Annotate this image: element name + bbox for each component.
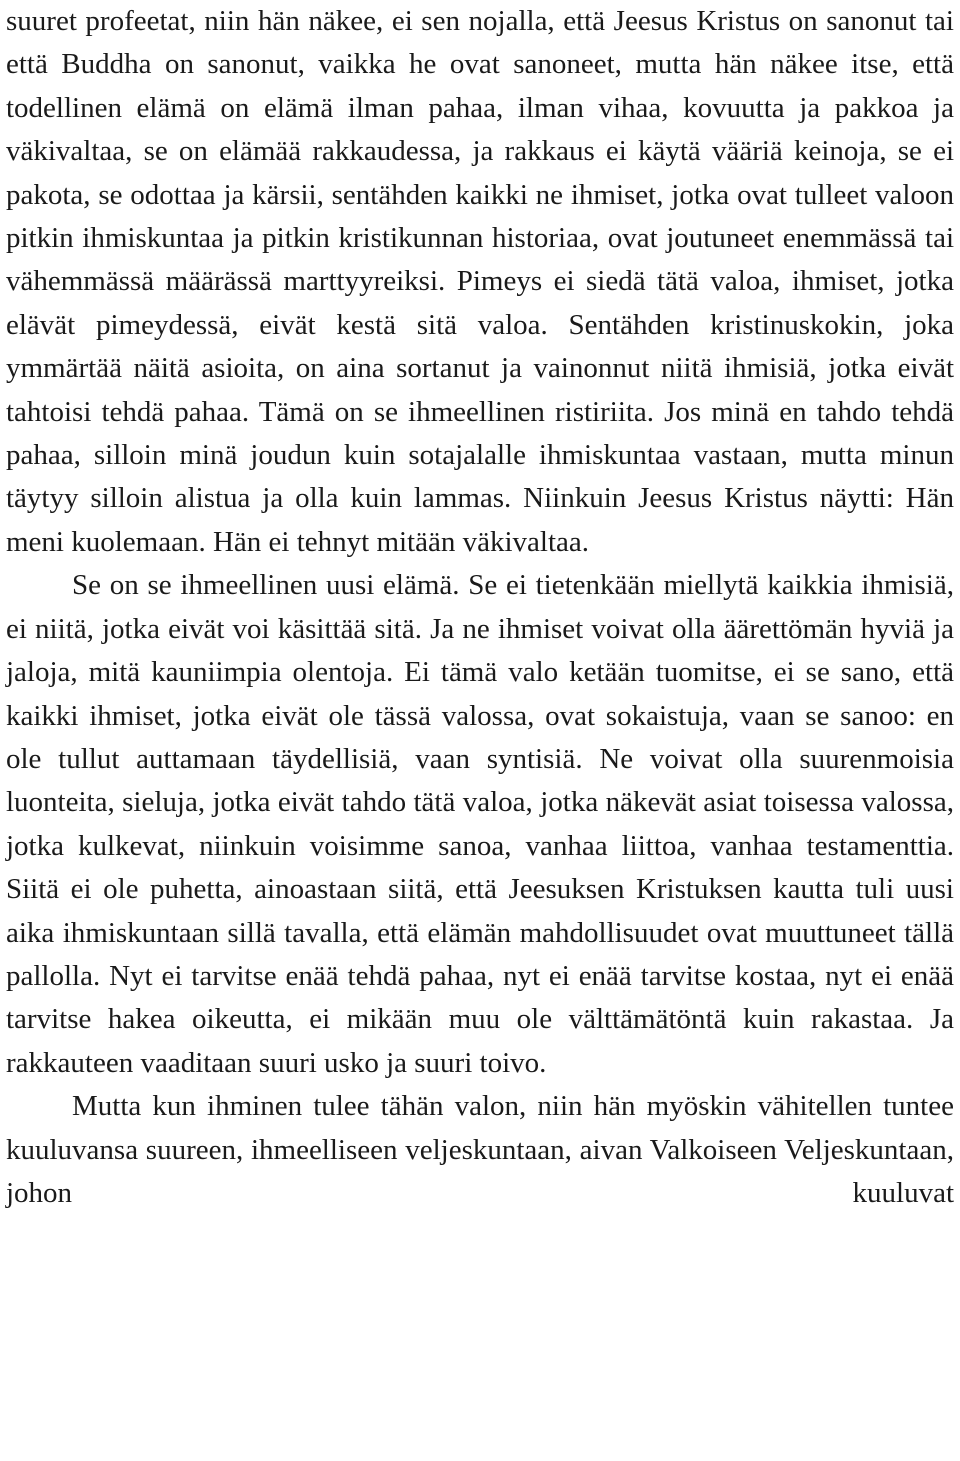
document-page <box>6 0 954 1215</box>
paragraph-3: Mutta kun ihminen tulee tähän valon, niin hän myöskin vähitellen tuntee kuuluvansa suureen, ihmeelliseen veljeskuntaan, aivan Valkoiseen Veljeskuntaan, johon kuuluvat <box>6 1090 954 1209</box>
paragraph-2: Se on se ihmeellinen uusi elämä. Se ei tietenkään miellytä kaikkia ihmisiä, ei niitä, jotka eivät voi käsittää sitä. Ja ne ihmiset voivat olla äärettömän hyviä ja jaloja, mitä kauniimpia olentoja. Ei tämä valo ketään tuomitse, ei se sano, että kaikki ihmiset, jotka eivät ole tässä valossa, ovat sokaistuja, vaan se sanoo: en ole tullut auttamaan täydellisiä, vaan syntisiä. Ne voivat olla suurenmoisia luonteita, sieluja, jotka eivät tahdo tätä valoa, jotka näkevät asiat toisessa valossa, jotka kulkevat, niinkuin voisimme sanoa, vanhaa liittoa, vanhaa testamenttia. Siitä ei ole puhetta, ainoastaan siitä, että Jeesuksen Kristuksen kautta tuli uusi aika ihmiskuntaan sillä tavalla, että elämän mahdollisuudet ovat muuttuneet tällä pallolla. Nyt ei tarvitse enää tehdä pahaa, nyt ei enää tarvitse kostaa, nyt ei enää tarvitse hakea oikeutta, ei mikään muu ole välttämätöntä kuin rakastaa. Ja rakkauteen vaaditaan suuri usko ja suuri toivo. <box>6 569 954 1079</box>
paragraph-1: suuret profeetat, niin hän näkee, ei sen nojalla, että Jeesus Kristus on sanonut tai että Buddha on sanonut, vaikka he ovat sanoneet, mutta hän näkee itse, että todellinen elämä on elämä ilman pahaa, ilman vihaa, kovuutta ja pakkoa ja väkivaltaa, se on elämää rakkaudessa, ja rakkaus ei käytä vääriä keinoja, se ei pakota, se odottaa ja kärsii, sentähden kaikki ne ihmiset, jotka ovat tulleet valoon pitkin ihmiskuntaa ja pitkin kristikunnan historiaa, ovat joutuneet enemmässä tai vähemmässä määrässä marttyyreiksi. Pimeys ei siedä tätä valoa, ihmiset, jotka elävät pimeydessä, eivät kestä sitä valoa. Sentähden kristinuskokin, joka ymmärtää näitä asioita, on aina sortanut ja vainonnut niitä ihmisiä, jotka eivät tahtoisi tehdä pahaa. Tämä on se ihmeellinen ristiriita. Jos minä en tahdo tehdä pahaa, silloin minä joudun kuin sotajalalle ihmiskuntaa vastaan, mutta minun täytyy silloin alistua ja olla kuin lammas. Niinkuin Jeesus Kristus näytti: Hän meni kuolemaan. Hän ei tehnyt mitään väkivaltaa. <box>6 5 954 558</box>
